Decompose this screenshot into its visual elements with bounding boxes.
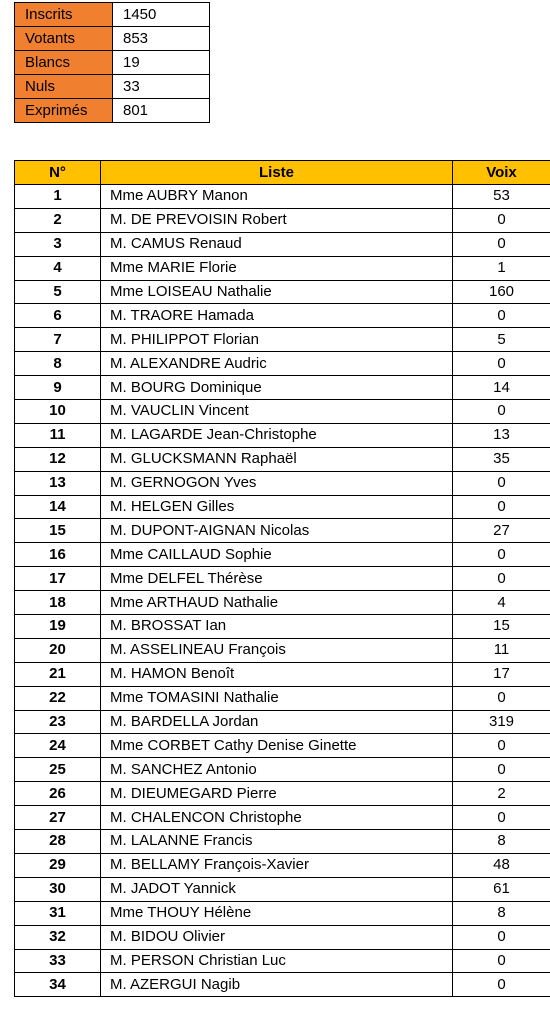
row-liste: M. VAUCLIN Vincent [101,400,453,424]
table-row [15,877,550,901]
row-voix: 53 [453,185,550,209]
table-row [15,925,550,949]
row-liste: M. TRAORE Hamada [101,304,453,328]
summary-value: 1450 [113,3,210,27]
row-number: 15 [15,519,101,543]
row-number: 26 [15,782,101,806]
row-liste: Mme LOISEAU Nathalie [101,280,453,304]
row-voix: 0 [453,567,550,591]
row-number: 20 [15,638,101,662]
summary-label: Nuls [15,75,113,99]
row-liste: M. BIDOU Olivier [101,925,453,949]
row-liste: M. DE PREVOISIN Robert [101,208,453,232]
results-table [14,160,550,997]
row-voix: 0 [453,208,550,232]
row-liste: M. ASSELINEAU François [101,638,453,662]
row-number: 18 [15,591,101,615]
row-number: 12 [15,447,101,471]
table-row [15,973,550,997]
row-voix: 0 [453,471,550,495]
row-liste: M. PHILIPPOT Florian [101,328,453,352]
row-number: 14 [15,495,101,519]
summary-value: 853 [113,27,210,51]
table-row [15,376,550,400]
summary-row [15,51,210,75]
summary-body [15,3,210,123]
row-liste: Mme ARTHAUD Nathalie [101,591,453,615]
row-number: 23 [15,710,101,734]
table-row [15,328,550,352]
row-number: 13 [15,471,101,495]
row-number: 17 [15,567,101,591]
table-row [15,232,550,256]
table-row [15,710,550,734]
row-voix: 0 [453,925,550,949]
table-row [15,543,550,567]
table-row [15,591,550,615]
row-voix: 2 [453,782,550,806]
row-number: 25 [15,758,101,782]
row-voix: 0 [453,758,550,782]
row-voix: 11 [453,638,550,662]
table-row [15,208,550,232]
results-body [15,185,550,997]
row-number: 9 [15,376,101,400]
row-voix: 0 [453,304,550,328]
row-number: 22 [15,686,101,710]
row-voix: 319 [453,710,550,734]
summary-label: Exprimés [15,99,113,123]
results-header-row [15,161,550,185]
table-row [15,567,550,591]
row-voix: 15 [453,615,550,639]
row-voix: 14 [453,376,550,400]
summary-label: Votants [15,27,113,51]
row-voix: 1 [453,256,550,280]
row-voix: 0 [453,806,550,830]
row-liste: M. ALEXANDRE Audric [101,352,453,376]
table-row [15,638,550,662]
row-liste: M. HAMON Benoît [101,662,453,686]
row-voix: 0 [453,734,550,758]
row-number: 28 [15,830,101,854]
table-row [15,495,550,519]
row-voix: 5 [453,328,550,352]
row-voix: 0 [453,495,550,519]
table-row [15,949,550,973]
summary-row [15,99,210,123]
row-liste: Mme MARIE Florie [101,256,453,280]
summary-table [14,2,210,123]
header-liste: Liste [101,161,453,185]
row-number: 5 [15,280,101,304]
row-liste: M. BROSSAT Ian [101,615,453,639]
table-row [15,615,550,639]
row-voix: 0 [453,352,550,376]
row-voix: 8 [453,830,550,854]
table-row [15,806,550,830]
row-voix: 8 [453,901,550,925]
row-number: 27 [15,806,101,830]
row-liste: M. PERSON Christian Luc [101,949,453,973]
row-liste: M. LALANNE Francis [101,830,453,854]
table-row [15,853,550,877]
table-row [15,830,550,854]
row-number: 16 [15,543,101,567]
table-row [15,304,550,328]
row-number: 3 [15,232,101,256]
header-voix: Voix [453,161,550,185]
row-voix: 13 [453,423,550,447]
table-row [15,256,550,280]
table-row [15,280,550,304]
header-num: N° [15,161,101,185]
row-number: 24 [15,734,101,758]
row-voix: 17 [453,662,550,686]
summary-value: 801 [113,99,210,123]
table-row [15,185,550,209]
row-voix: 160 [453,280,550,304]
summary-row [15,3,210,27]
row-liste: M. AZERGUI Nagib [101,973,453,997]
row-number: 32 [15,925,101,949]
row-liste: Mme THOUY Hélène [101,901,453,925]
table-row [15,447,550,471]
table-row [15,400,550,424]
table-row [15,352,550,376]
table-row [15,686,550,710]
table-row [15,758,550,782]
summary-value: 19 [113,51,210,75]
results-header [15,161,550,185]
row-liste: Mme CORBET Cathy Denise Ginette [101,734,453,758]
row-number: 29 [15,853,101,877]
table-row [15,519,550,543]
table-row [15,901,550,925]
row-liste: M. BARDELLA Jordan [101,710,453,734]
row-number: 2 [15,208,101,232]
row-voix: 0 [453,543,550,567]
row-number: 4 [15,256,101,280]
row-liste: M. CHALENCON Christophe [101,806,453,830]
row-voix: 0 [453,949,550,973]
summary-value: 33 [113,75,210,99]
row-liste: M. JADOT Yannick [101,877,453,901]
row-liste: M. HELGEN Gilles [101,495,453,519]
table-row [15,471,550,495]
summary-label: Blancs [15,51,113,75]
row-voix: 0 [453,232,550,256]
row-number: 30 [15,877,101,901]
row-liste: M. GLUCKSMANN Raphaël [101,447,453,471]
row-voix: 4 [453,591,550,615]
row-number: 11 [15,423,101,447]
row-voix: 48 [453,853,550,877]
row-liste: M. DUPONT-AIGNAN Nicolas [101,519,453,543]
table-row [15,662,550,686]
table-row [15,782,550,806]
row-voix: 0 [453,686,550,710]
row-liste: Mme TOMASINI Nathalie [101,686,453,710]
row-number: 10 [15,400,101,424]
row-voix: 27 [453,519,550,543]
row-liste: M. GERNOGON Yves [101,471,453,495]
row-number: 34 [15,973,101,997]
row-number: 33 [15,949,101,973]
row-number: 1 [15,185,101,209]
row-number: 8 [15,352,101,376]
table-row [15,423,550,447]
row-liste: M. LAGARDE Jean-Christophe [101,423,453,447]
row-voix: 35 [453,447,550,471]
summary-row [15,75,210,99]
row-liste: M. SANCHEZ Antonio [101,758,453,782]
summary-row [15,27,210,51]
row-voix: 0 [453,973,550,997]
row-liste: M. CAMUS Renaud [101,232,453,256]
row-liste: Mme CAILLAUD Sophie [101,543,453,567]
row-number: 31 [15,901,101,925]
row-liste: M. BOURG Dominique [101,376,453,400]
row-voix: 61 [453,877,550,901]
row-liste: M. BELLAMY François-Xavier [101,853,453,877]
summary-label: Inscrits [15,3,113,27]
row-liste: M. DIEUMEGARD Pierre [101,782,453,806]
row-voix: 0 [453,400,550,424]
row-liste: Mme AUBRY Manon [101,185,453,209]
row-number: 21 [15,662,101,686]
row-number: 7 [15,328,101,352]
row-number: 6 [15,304,101,328]
row-liste: Mme DELFEL Thérèse [101,567,453,591]
table-row [15,734,550,758]
row-number: 19 [15,615,101,639]
